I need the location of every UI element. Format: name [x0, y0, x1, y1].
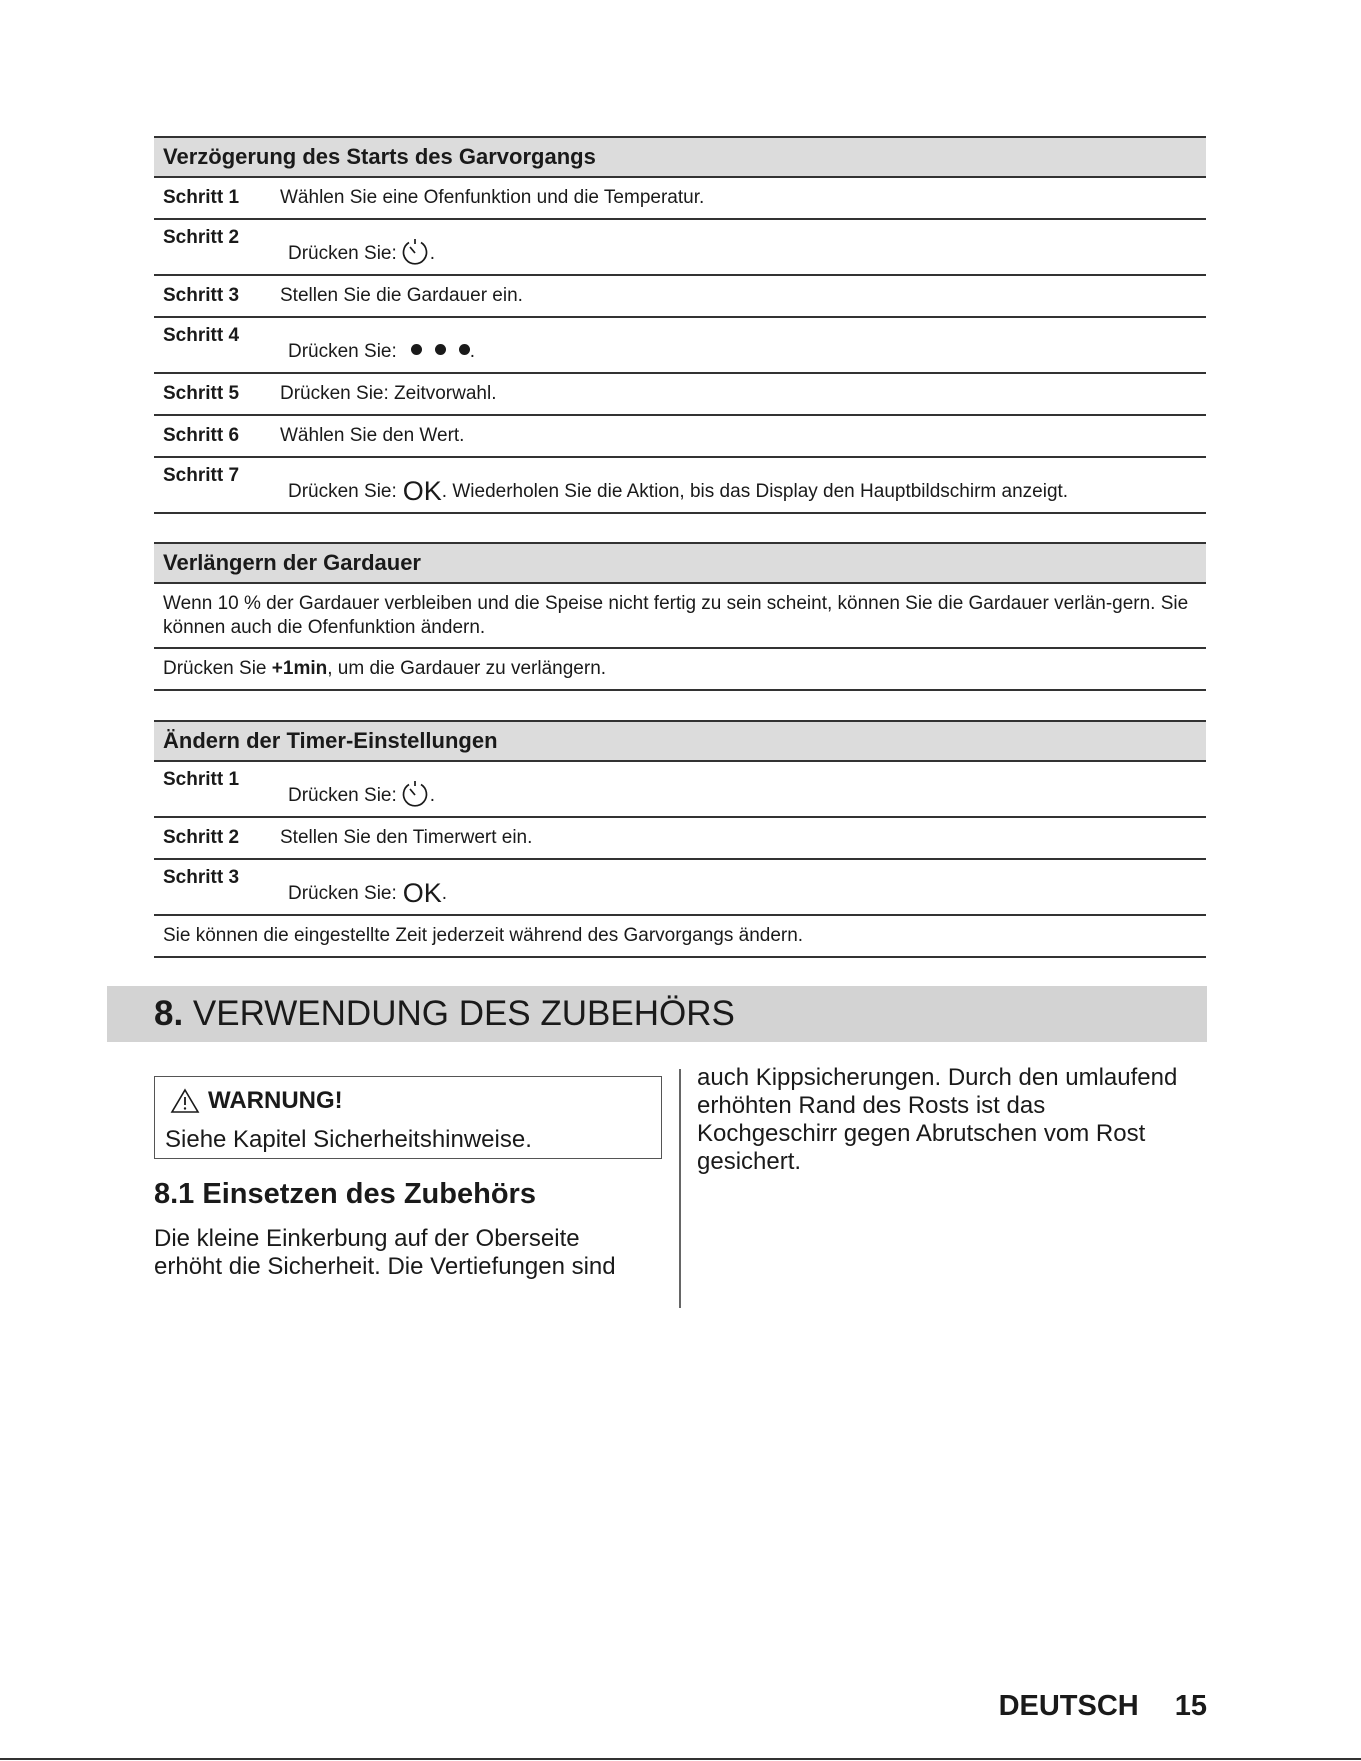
- warning-title: WARNUNG!: [208, 1087, 343, 1114]
- step-text: Drücken Sie:: [288, 341, 397, 362]
- step-suffix: .: [429, 785, 436, 806]
- text-line: gesichert.: [697, 1148, 802, 1175]
- page-number: 15: [1174, 1690, 1207, 1722]
- extend-description: Wenn 10 % der Gardauer verbleiben und die Speise nicht fertig zu sein scheint, können Sie die Gardauer verlän-gern. Sie können auch die Ofenfunktion ändern.: [154, 584, 1206, 649]
- extend-instruction: Drücken Sie +1min, um die Gardauer zu verlängern.: [154, 649, 1206, 691]
- step-text: Stellen Sie den Timerwert ein.: [280, 827, 533, 848]
- table-heading: Ändern der Timer-Einstellungen: [154, 720, 1206, 762]
- section-title: VERWENDUNG DES ZUBEHÖRS: [183, 994, 735, 1033]
- step-row: [154, 416, 1206, 458]
- plus-1min-label: +1min: [271, 658, 328, 679]
- step-text: Drücken Sie:: [288, 785, 397, 806]
- step-label: Schritt 2: [163, 227, 240, 248]
- step-row: [154, 276, 1206, 318]
- step-label: Schritt 3: [163, 867, 240, 888]
- timer-icon: [400, 237, 430, 267]
- step-label: Schritt 2: [163, 827, 240, 848]
- step-text: Drücken Sie: Zeitvorwahl.: [280, 383, 497, 404]
- body-text-right: [697, 1064, 1217, 1176]
- step-row: [154, 318, 1206, 374]
- step-label: Schritt 1: [163, 187, 240, 208]
- step-label: Schritt 1: [163, 769, 240, 790]
- step-text: Drücken Sie:: [288, 243, 397, 264]
- footer-language: DEUTSCH: [998, 1690, 1139, 1722]
- step-suffix: .: [469, 341, 476, 362]
- step-text: Wählen Sie den Wert.: [280, 425, 465, 446]
- step-row: [154, 818, 1206, 860]
- step-row: [154, 860, 1206, 916]
- timer-icon: [400, 779, 430, 809]
- step-text: Drücken Sie:: [288, 883, 397, 904]
- step-row: [154, 374, 1206, 416]
- step-row: [154, 220, 1206, 276]
- step-suffix: .: [429, 243, 436, 264]
- text-line: Kochgeschirr gegen Abrutschen vom Rost: [697, 1120, 1146, 1147]
- extend-time-table: [154, 542, 1206, 691]
- step-text: Drücken Sie:: [288, 481, 397, 502]
- step-text: Stellen Sie die Gardauer ein.: [280, 285, 523, 306]
- section-heading: [107, 986, 1207, 1042]
- page-footer: [999, 1690, 1207, 1723]
- step-label: Schritt 6: [163, 425, 240, 446]
- step-label: Schritt 3: [163, 285, 240, 306]
- step-text: Wählen Sie eine Ofenfunktion und die Temperatur.: [280, 187, 705, 208]
- text-line: Die kleine Einkerbung auf der Oberseite: [154, 1225, 580, 1252]
- step-label: Schritt 4: [163, 325, 240, 346]
- body-text-left: [154, 1225, 664, 1281]
- step-suffix: . Wiederholen Sie die Aktion, bis das Display den Hauptbildschirm anzeigt.: [441, 481, 1069, 502]
- ok-button-symbol: OK: [402, 476, 442, 506]
- bottom-rule: [0, 1758, 1361, 1760]
- warning-box: [154, 1076, 662, 1159]
- ok-button-symbol: OK: [402, 878, 442, 908]
- timer-settings-table: [154, 720, 1206, 958]
- step-suffix: .: [441, 883, 448, 904]
- subsection-heading: 8.1 Einsetzen des Zubehörs: [154, 1178, 536, 1210]
- text-line: erhöht die Sicherheit. Die Vertiefungen sind: [154, 1253, 616, 1280]
- warning-text: Siehe Kapitel Sicherheitshinweise.: [165, 1126, 532, 1153]
- warning-triangle-icon: [170, 1088, 200, 1114]
- three-dots-icon: [411, 344, 470, 355]
- table-heading: Verzögerung des Starts des Garvorgangs: [154, 136, 1206, 178]
- timer-note: Sie können die eingestellte Zeit jederzeit während des Garvorgangs ändern.: [154, 916, 1206, 958]
- step-row: [154, 178, 1206, 220]
- column-divider: [679, 1069, 681, 1308]
- delay-start-table: [154, 136, 1206, 514]
- text-line: auch Kippsicherungen. Durch den umlaufend: [697, 1064, 1178, 1091]
- section-number: 8.: [154, 994, 184, 1033]
- step-row: [154, 762, 1206, 818]
- step-label: Schritt 5: [163, 383, 240, 404]
- step-label: Schritt 7: [163, 465, 240, 486]
- table-heading: Verlängern der Gardauer: [154, 542, 1206, 584]
- text-line: erhöhten Rand des Rosts ist das: [697, 1092, 1046, 1119]
- step-row: [154, 458, 1206, 514]
